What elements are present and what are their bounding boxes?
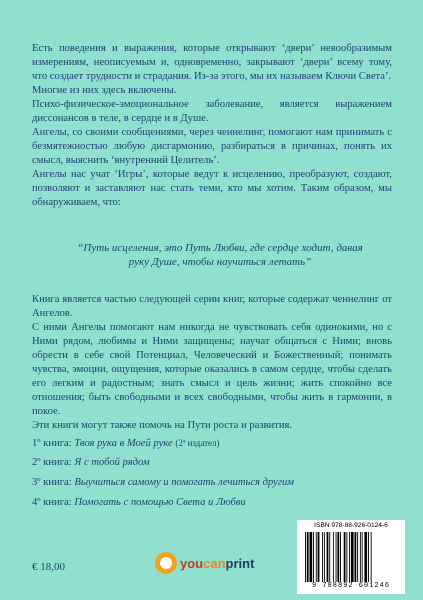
description-block xyxy=(32,42,392,210)
paragraph-illness: Психо-физическое-эмоциональное заболевание, является выражением диссонансов в теле, в сердце и в Душе. xyxy=(32,99,392,124)
barcode-number: 9 788892 601246 xyxy=(311,582,390,590)
paragraph-series: Книга является частью следующей серии книг, которые содержат ченнелинг от Ангелов. xyxy=(32,294,392,319)
paragraph-benefits: С ними Ангелы помогают нам никогда не чувствовать себя одинокими, но с Ними рядом, любимы и Ними защищены; научат общаться с Ними; вновь обрести в себе свой Потенциал, Человеческий и Божественный; понимать чувства, эмоции, ощущения, которые оказались в самом сердце, чтобы сделать его легким и радостным; знать смысл и цель жизни; жить спокойно все отношения; быть свободными и всех свободными, чтобы жить в гармонии, в покое. xyxy=(32,322,392,417)
isbn-barcode xyxy=(297,520,405,594)
price-label: € 18,00 xyxy=(32,561,65,573)
book-item xyxy=(32,496,392,516)
book-title: Твоя рука в Моей руке xyxy=(74,438,173,449)
book-item xyxy=(32,456,392,476)
isbn-text: ISBN 978-88-926-0124-6 xyxy=(314,522,388,529)
paragraph-growth: Эти книги могут также помочь на Пути роста и развития. xyxy=(32,420,293,431)
book-number: 3º книга: xyxy=(32,477,72,488)
book-title: Я с тобой рядом xyxy=(74,457,150,468)
book-item xyxy=(32,436,392,456)
barcode-icon xyxy=(305,532,397,582)
paragraph-intro: Есть поведения и выражения, которые открывают ‘двери’ невообразимым измерениям, неописуемым и, одновременно, закрывают ‘двери’ всему тому, что создает трудности и страдания. Из-за этого, мы их называем Ключи Света’. xyxy=(32,43,392,82)
book-title: Помогать с помощью Света и Любви xyxy=(74,497,246,508)
publisher-logo xyxy=(155,550,260,576)
highlight-quote: “Путь исцеления, это Путь Любви, где сердце ходит, давая руку Душе, чтобы научиться летать” xyxy=(77,242,363,268)
book-title: Выучиться самому и помогать лечиться другим xyxy=(74,477,295,488)
paragraph-angels-help: Ангелы, со своими сообщениями, через ченнелинг, помогают нам принимать с безмятежностью любую дисгармонию, разбираться в причинах, понять их смысл, выяснить ‘внутренний Целитель’. xyxy=(32,127,392,166)
publisher-mark-icon xyxy=(155,552,177,574)
paragraph-angels-teach: Ангелы нас учат ‘Игры’, которые ведут к исцелению, преобразуют, создают, позволяют и заставляют нас стать теми, кто мы хотим. Таким образом, мы обнаруживаем, что: xyxy=(32,169,392,208)
book-number: 4º книга: xyxy=(32,497,72,508)
series-block xyxy=(32,293,392,433)
publisher-name: youcanprint xyxy=(180,555,255,571)
book-number: 2º книга: xyxy=(32,457,72,468)
paragraph-included: Многие из них здесь включены. xyxy=(32,85,177,96)
book-number: 1º книга: xyxy=(32,438,72,449)
book-list xyxy=(32,436,392,516)
book-edition-note: (2ª издател) xyxy=(175,438,220,448)
book-item xyxy=(32,476,392,496)
